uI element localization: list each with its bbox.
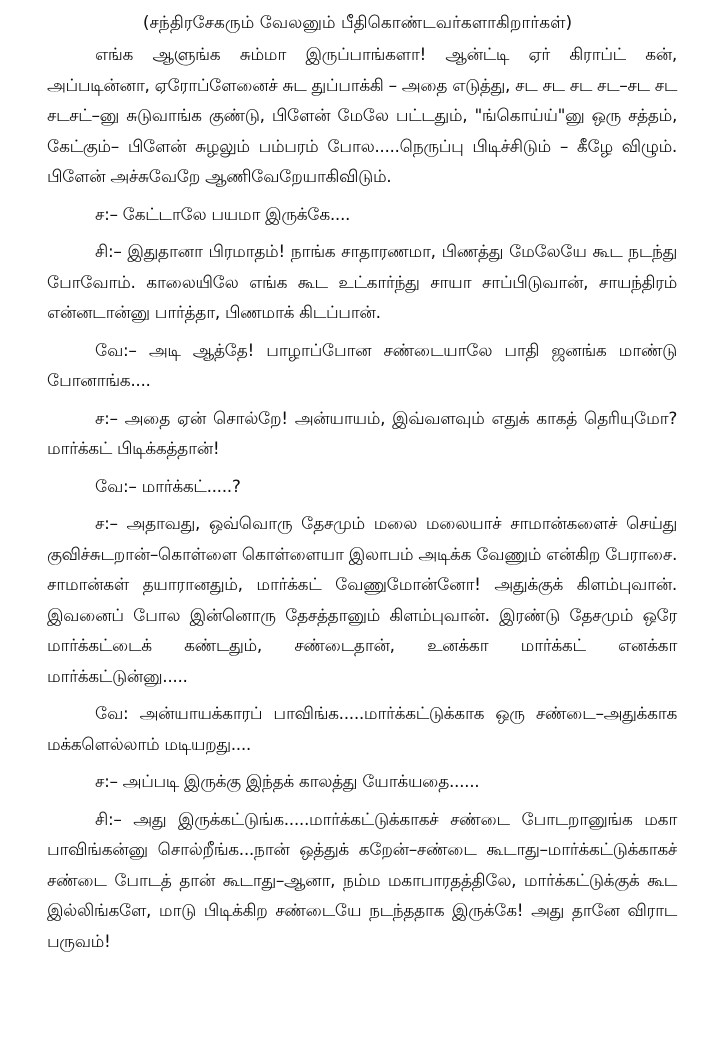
speaker-label: வே:–: [95, 340, 137, 361]
dialogue-text: இதுதானா பிரமாதம்! நாங்க சாதாரணமா, பிணத்து மேலேயே கூட நடந்து போவோம். காலையிலே எங்க கூட உட்கார்ந்து சாயா சாப்பிடுவான், சாயந்திரம் என்னடான்னு பார்த்தா, பிணமாக் கிடப்பான்.: [47, 242, 677, 323]
dialogue-paragraph: [47, 404, 677, 465]
dialogue-text: அடி ஆத்தே! பாழாப்போன சண்டையாலே பாதி ஜனங்க மாண்டு போனாங்க....: [47, 340, 677, 391]
speaker-label: ச:–: [95, 204, 118, 225]
dialogue-paragraph: [47, 472, 677, 503]
dialogue-paragraph: [47, 40, 677, 193]
dialogue-paragraph: [47, 805, 677, 958]
dialogue-paragraph: [47, 200, 677, 231]
stage-direction: (சந்திரசேகரும் வேலனும் பீதிகொண்டவர்களாகிறார்கள்): [142, 13, 573, 33]
dialogue-text: எங்க ஆளுங்க சும்மா இருப்பாங்களா! ஆன்ட்டி ஏர் கிராப்ட் கன், அப்படின்னா, ஏரோப்ளேனைச் சுட துப்பாக்கி – அதை எடுத்து, சட சட சட சட–சட சட சடசட்–னு சுடுவாங்க குண்டு, பிளேன் மேலே பட்டதும், "ங்கொய்ய்"னு ஒரு சத்தம், கேட்கும்– பிளேன் சுழலும் பம்பரம் போல.....நெருப்பு பிடிச்சிடும் – கீழே விழும். பிளேன் அச்சுவேறே ஆணிவேறேயாகிவிடும்.: [47, 45, 677, 187]
speaker-label: வே:–: [95, 476, 137, 497]
dialogue-text: அன்யாயக்காரப் பாவிங்க.....மார்க்கட்டுக்காக ஒரு சண்டை–அதுக்காக மக்களெல்லாம் மடியறது....: [47, 704, 677, 755]
dialogue-body: [47, 40, 677, 964]
dialogue-paragraph: [47, 237, 677, 329]
dialogue-text: மார்க்கட்.....?: [141, 476, 241, 497]
speaker-label: சி:–: [95, 242, 122, 262]
dialogue-text: அதை ஏன் சொல்றே! அன்யாயம், இவ்வளவும் எதுக் காகத் தெரியுமோ? மார்க்கட் பிடிக்கத்தான்!: [47, 408, 677, 459]
dialogue-text: கேட்டாலே பயமா இருக்கே....: [122, 204, 351, 225]
dialogue-paragraph: [47, 699, 677, 760]
speaker-label: ச:–: [95, 772, 118, 792]
speaker-label: ச:–: [95, 514, 118, 534]
dialogue-paragraph: [47, 336, 677, 397]
speaker-label: சி:–: [95, 809, 122, 830]
dialogue-paragraph: [47, 509, 677, 692]
dialogue-text: அதாவது, ஒவ்வொரு தேசமும் மலை மலையாச் சாமான்களைச் செய்து குவிச்சுடறான்–கொள்ளை கொள்ளையா இலாபம் அடிக்க வேணும் என்கிற பேராசை. சாமான்கள் தயாரானதும், மார்க்கட் வேணுமோன்னோ! அதுக்குக் கிளம்புவான். இவனைப் போல இன்னொரு தேசத்தானும் கிளம்புவான். இரண்டு தேசமும் ஒரே மார்க்கட்டைக் கண்டதும், சண்டைதான், உனக்கா மார்க்கட் எனக்கா மார்க்கட்டுன்னு.....: [47, 514, 677, 687]
dialogue-text: அப்படி இருக்கு இந்தக் காலத்து யோக்யதை......: [122, 772, 480, 792]
speaker-label: ச:–: [95, 408, 118, 429]
dialogue-paragraph: [47, 767, 677, 798]
dialogue-text: அது இருக்கட்டுங்க.....மார்க்கட்டுக்காகச் சண்டை போடறானுங்க மகா பாவிங்கன்னு சொல்றீங்க...நான் ஒத்துக் கறேன்–சண்டை கூடாது–மார்க்கட்டுக்காகச் சண்டை போடத் தான் கூடாது–ஆனா, நம்ம மகாபாரதத்திலே, மார்க்கட்டுக்குக் கூட இல்லிங்களே, மாடு பிடிக்கிற சண்டையே நடந்ததாக இருக்கே! அது தானே விராட பருவம்!: [47, 809, 677, 952]
speaker-label: வே:: [95, 704, 129, 724]
